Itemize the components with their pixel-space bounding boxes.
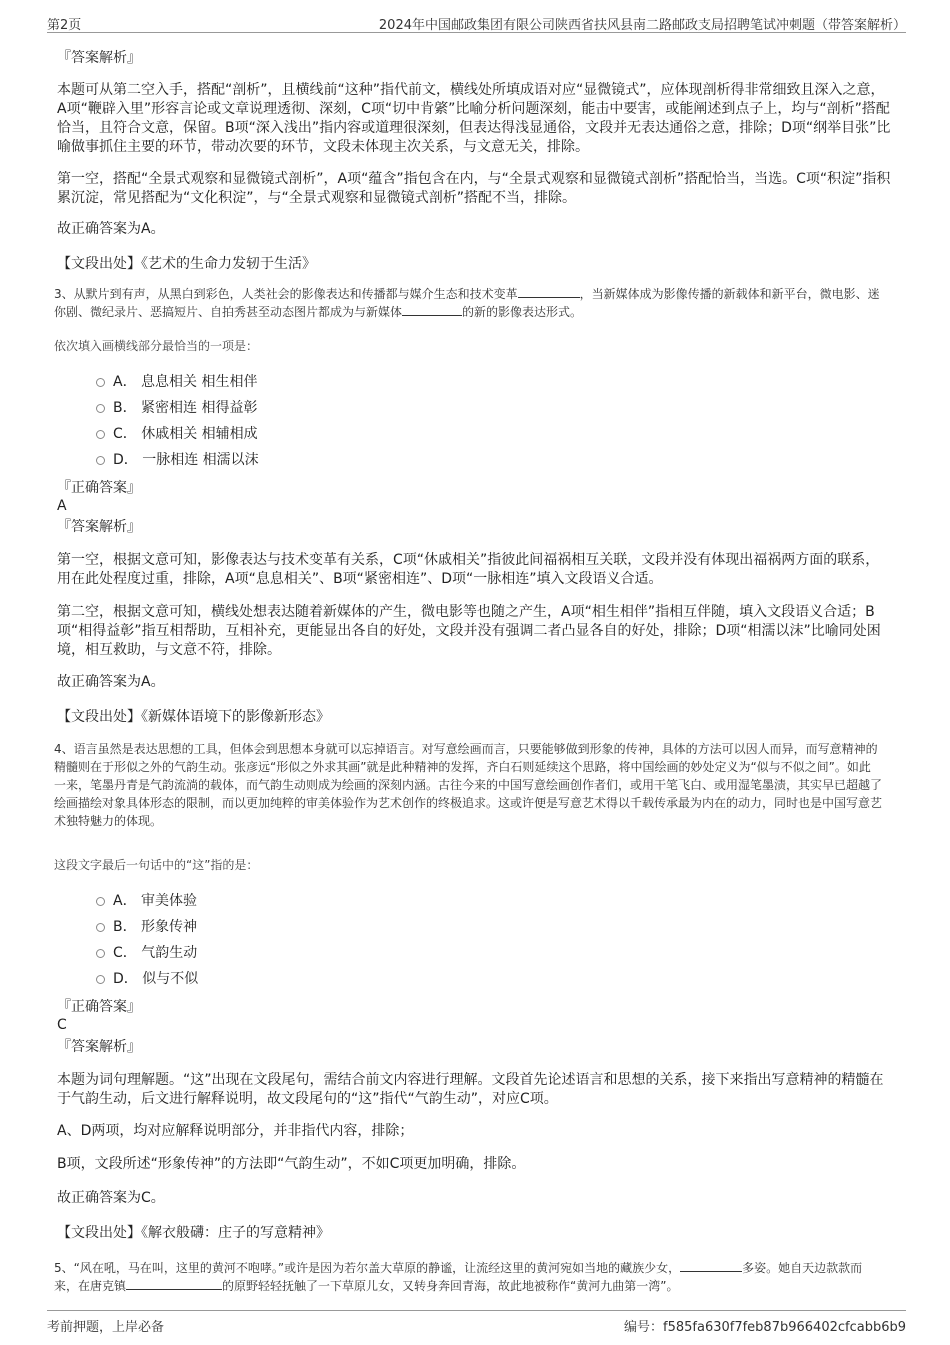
- document-id: 编号：f585fa630f7feb87b966402cfcabb6b9: [624, 1320, 906, 1335]
- q4-option-b-label: B． 形象传神: [113, 919, 198, 935]
- q5-stem-part1: 5、“风在吼，马在叫，这里的黄河不咆哮。”或许是因为若尔盖大草原的静谧，让流经这里的黄河宛如当地的藏族少女，: [54, 1261, 681, 1275]
- q3-analysis-p2: 第二空，根据文意可知，横线处想表达随着新媒体的产生，微电影等也随之产生，A项“相生相伴”指相互伴随，填入文段语义合适；B项“相得益彰”指互相帮助，互相补充，更能显出各自的好处，文段并没有强调二者凸显各自的好处，排除；D项“相濡以沫”比喻同处困境，相互救助，与文意不符，排除。: [57, 604, 881, 658]
- q5-blank-1: [680, 1259, 742, 1272]
- q4-option-b[interactable]: [96, 917, 197, 937]
- q4-stem: 4、语言虽然是表达思想的工具，但体会到思想本身就可以忘掉语言。对写意绘画而言，只要能够做到形象的传神，具体的方法可以因人而异，而写意精神的精髓则在于形似之外的气韵生动。张彦远“形似之外求其画”就是此种精神的发挥，齐白石则延续这个思路，将中国绘画的妙处定义为“似与不似之间”。如此一来，笔墨丹青是气韵流淌的载体，而气韵生动则成为绘画的深刻内涵。古往今来的中国写意绘画创作者们，或用干笔飞白、或用湿笔墨渍，其实早已超越了绘画描绘对象具体形态的限制，而以更加纯粹的审美体验作为艺术创作的终极追求。这或许便是写意艺术得以千载传承最为内在的动力，同时也是中国写意艺术独特魅力的体现。: [54, 742, 883, 828]
- q4-option-c-label: C． 气韵生动: [113, 945, 198, 961]
- q2-conclusion: 故正确答案为A。: [57, 221, 165, 237]
- q4-option-d[interactable]: [96, 969, 198, 989]
- q2-analysis-p1: 本题可从第二空入手，搭配“剖析”，且横线前“这种”指代前文，横线处所填成语对应“显微镜式”，应体现剖析得非常细致且深入之意，A项“鞭辟入里”形容言论或文章说理透彻、深刻，C项“切中肯綮”比喻分析问题深刻，能击中要害，或能阐述到点子上，均与“剖析”搭配恰当，且符合文意，保留。B项“深入浅出”指内容或道理很深刻，但表达得浅显通俗，文段并无表达通俗之意，排除；D项“纲举目张”比喻做事抓住主要的环节，带动次要的环节，文段未体现主次关系，与文意无关，排除。: [57, 82, 891, 155]
- q3-option-d-label: D． 一脉相连 相濡以沫: [113, 452, 259, 468]
- q3-stem-part3: 的新的影像表达形式。: [462, 305, 583, 319]
- document-title: 2024年中国邮政集团有限公司陕西省扶风县南二路邮政支局招聘笔试冲刺题（带答案解析）: [378, 18, 906, 33]
- q5-stem: [54, 1259, 882, 1295]
- q3-correct-label: 『正确答案』: [57, 480, 141, 496]
- q3-correct-answer: A: [57, 498, 67, 514]
- q3-option-c-label: C． 休戚相关 相辅相成: [113, 426, 258, 442]
- q2-analysis-p2: 第一空，搭配“全景式观察和显微镜式剖析”，A项“蕴含”指包含在内，与“全景式观察和显微镜式剖析”搭配恰当，当选。C项“积淀”指积累沉淀，常见搭配为“文化积淀”，与“全景式观察和显微镜式剖析”搭配不当，排除。: [57, 171, 891, 206]
- q3-option-a-label: A． 息息相关 相生相伴: [113, 374, 258, 390]
- q2-source: 【文段出处】《艺术的生命力发轫于生活》: [57, 256, 316, 272]
- radio-icon[interactable]: [96, 430, 105, 439]
- radio-icon[interactable]: [96, 975, 105, 984]
- page-footer: [47, 1310, 906, 1335]
- page-number: 第2页: [47, 18, 82, 33]
- q4-option-a[interactable]: [96, 891, 197, 911]
- q3-option-b[interactable]: [96, 398, 258, 418]
- q3-option-d[interactable]: [96, 450, 259, 470]
- q3-stem-part1: 3、从默片到有声，从黑白到彩色，人类社会的影像表达和传播都与媒介生态和技术变革: [54, 287, 518, 301]
- q4-analysis-label: 『答案解析』: [57, 1039, 141, 1055]
- q4-analysis-p1: 本题为词句理解题。“这”出现在文段尾句，需结合前文内容进行理解。文段首先论述语言和思想的关系，接下来指出写意精神的精髓在于气韵生动，后文进行解释说明，故文段尾句的“这”指代“气韵生动”，对应C项。: [57, 1072, 884, 1107]
- q3-analysis-label: 『答案解析』: [57, 519, 141, 535]
- q4-correct-answer: C: [57, 1017, 67, 1033]
- q4-prompt: 这段文字最后一句话中的“这”指的是：: [54, 858, 259, 872]
- q4-conclusion: 故正确答案为C。: [57, 1190, 165, 1206]
- q4-analysis-p3: B项，文段所述“形象传神”的方法即“气韵生动”，不如C项更加明确，排除。: [57, 1156, 526, 1172]
- q3-blank-2: [402, 303, 462, 316]
- q4-analysis-p2: A、D两项，均对应解释说明部分，并非指代内容，排除；: [57, 1123, 414, 1139]
- q3-prompt: 依次填入画横线部分最恰当的一项是：: [54, 339, 259, 353]
- q3-option-b-label: B． 紧密相连 相得益彰: [113, 400, 258, 416]
- q4-option-c[interactable]: [96, 943, 197, 963]
- q4-option-d-label: D． 似与不似: [113, 971, 199, 987]
- radio-icon[interactable]: [96, 378, 105, 387]
- radio-icon[interactable]: [96, 949, 105, 958]
- q5-stem-part3: 的原野轻轻抚触了一下草原儿女，又转身奔回青海，故此地被称作“黄河九曲第一湾”。: [222, 1279, 679, 1293]
- radio-icon[interactable]: [96, 897, 105, 906]
- q5-blank-2: [126, 1277, 222, 1290]
- q3-conclusion: 故正确答案为A。: [57, 674, 165, 690]
- q3-stem-part2: ，当新媒体成为影像传播的新载体和新平台，微电影、迷你剧、微纪录片、恶搞短片、自拍秀甚至动态图片都成为与新媒体: [54, 287, 880, 319]
- q2-analysis-label: 『答案解析』: [57, 50, 141, 66]
- footer-slogan: 考前押题，上岸必备: [47, 1320, 165, 1335]
- q4-correct-label: 『正确答案』: [57, 999, 141, 1015]
- radio-icon[interactable]: [96, 404, 105, 413]
- q3-blank-1: [518, 285, 580, 298]
- radio-icon[interactable]: [96, 456, 105, 465]
- q3-source: 【文段出处】《新媒体语境下的影像新形态》: [57, 709, 330, 725]
- q3-option-c[interactable]: [96, 424, 258, 444]
- q3-stem: [54, 285, 882, 321]
- q3-option-a[interactable]: [96, 372, 257, 392]
- q5-stem-part2: 多姿。她自天边款款而来，在唐克镇: [54, 1261, 863, 1293]
- q4-source: 【文段出处】《解衣般礴：庄子的写意精神》: [57, 1225, 330, 1241]
- q3-analysis-p1: 第一空，根据文意可知，影像表达与技术变革有关系，C项“休戚相关”指彼此间福祸相互关联，文段并没有体现出福祸两方面的联系，用在此处程度过重，排除，A项“息息相关”、B项“紧密相连”、D项“一脉相连”填入文段语义合适。: [57, 552, 880, 587]
- q4-option-a-label: A． 审美体验: [113, 893, 198, 909]
- page-header: [47, 10, 906, 33]
- radio-icon[interactable]: [96, 923, 105, 932]
